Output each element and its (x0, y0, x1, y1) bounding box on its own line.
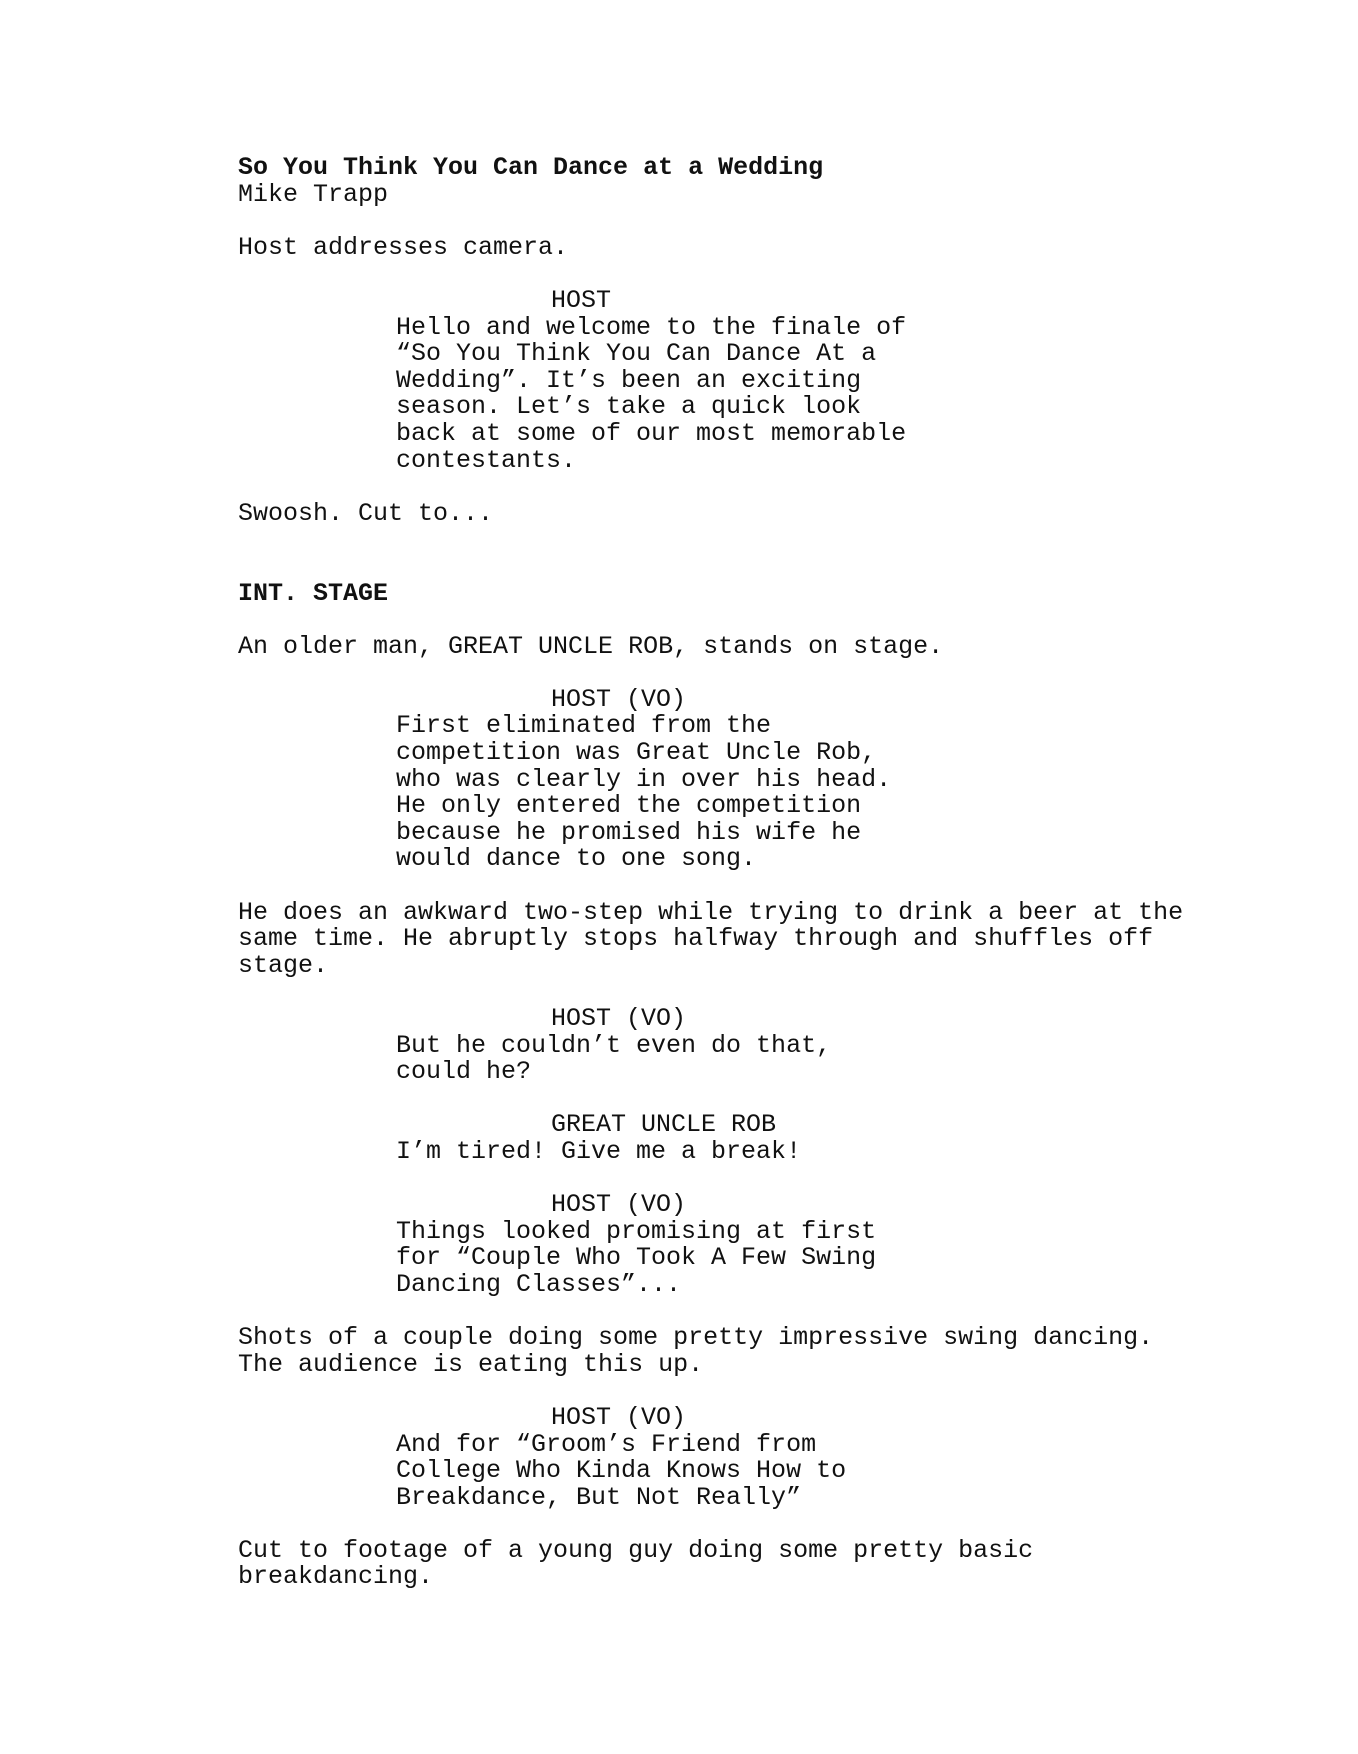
action-block (238, 232, 1248, 262)
dialogue-line: would dance to one song. (396, 844, 757, 874)
character-cue: GREAT UNCLE ROB (551, 1110, 777, 1140)
script-body (238, 155, 1248, 1591)
dialogue-line: And for “Groom’s Friend from (396, 1429, 817, 1459)
dialogue-block (396, 713, 956, 873)
dialogue-block (396, 1030, 956, 1087)
scene-heading: INT. STAGE (238, 578, 389, 608)
action-line: same time. He abruptly stops halfway through and shuffles off (238, 924, 1154, 954)
dialogue-line: Hello and welcome to the finale of (396, 312, 907, 342)
dialogue-block (396, 1216, 956, 1299)
dialogue-line: College Who Kinda Knows How to (396, 1456, 847, 1486)
dialogue-line: could he? (396, 1057, 532, 1087)
dialogue-line: competition was Great Uncle Rob, (396, 738, 877, 768)
dialogue-line: back at some of our most memorable (396, 418, 907, 448)
action-line: He does an awkward two-step while trying to drink a beer at the (238, 897, 1184, 927)
dialogue-line: I’m tired! Give me a break! (396, 1136, 802, 1166)
action-line: Shots of a couple doing some pretty impressive swing dancing. (238, 1323, 1154, 1353)
script-author: Mike Trapp (238, 179, 389, 209)
dialogue-line: He only entered the competition (396, 791, 862, 821)
dialogue-line: Wedding”. It’s been an exciting (396, 365, 862, 395)
action-line: breakdancing. (238, 1562, 434, 1592)
character-cue: HOST (VO) (551, 1004, 687, 1033)
dialogue-line: Things looked promising at first (396, 1216, 877, 1246)
action-line: Swoosh. Cut to... (238, 498, 494, 528)
dialogue-line: who was clearly in over his head. (396, 764, 892, 794)
action-block (238, 1535, 1248, 1592)
dialogue-line: “So You Think You Can Dance At a (396, 339, 877, 369)
character-cue: HOST (VO) (551, 684, 687, 714)
character-cue: HOST (VO) (551, 1402, 687, 1432)
action-line: Host addresses camera. (238, 232, 569, 262)
script-title: So You Think You Can Dance at a Wedding (238, 153, 824, 182)
action-block (238, 498, 1248, 528)
action-block (238, 897, 1248, 980)
action-line: Cut to footage of a young guy doing some pretty basic (238, 1535, 1034, 1565)
character-cue: HOST (551, 285, 612, 315)
action-block (238, 1325, 1248, 1378)
action-line: An older man, GREAT UNCLE ROB, stands on stage. (238, 631, 944, 661)
action-line: The audience is eating this up. (238, 1349, 704, 1379)
dialogue-line: for “Couple Who Took A Few Swing (396, 1243, 877, 1273)
dialogue-block (396, 1136, 956, 1166)
action-line: stage. (238, 950, 329, 980)
dialogue-line: First eliminated from the (396, 711, 772, 741)
dialogue-line: season. Let’s take a quick look (396, 392, 862, 422)
dialogue-line: But he couldn’t even do that, (396, 1030, 832, 1060)
dialogue-block (396, 1429, 956, 1512)
action-block (238, 631, 1248, 661)
dialogue-block (396, 312, 956, 475)
dialogue-line: because he promised his wife he (396, 817, 862, 847)
character-cue: HOST (VO) (551, 1190, 687, 1220)
dialogue-line: contestants. (396, 445, 577, 475)
dialogue-line: Dancing Classes”... (396, 1269, 682, 1299)
dialogue-line: Breakdance, But Not Really” (396, 1482, 802, 1512)
